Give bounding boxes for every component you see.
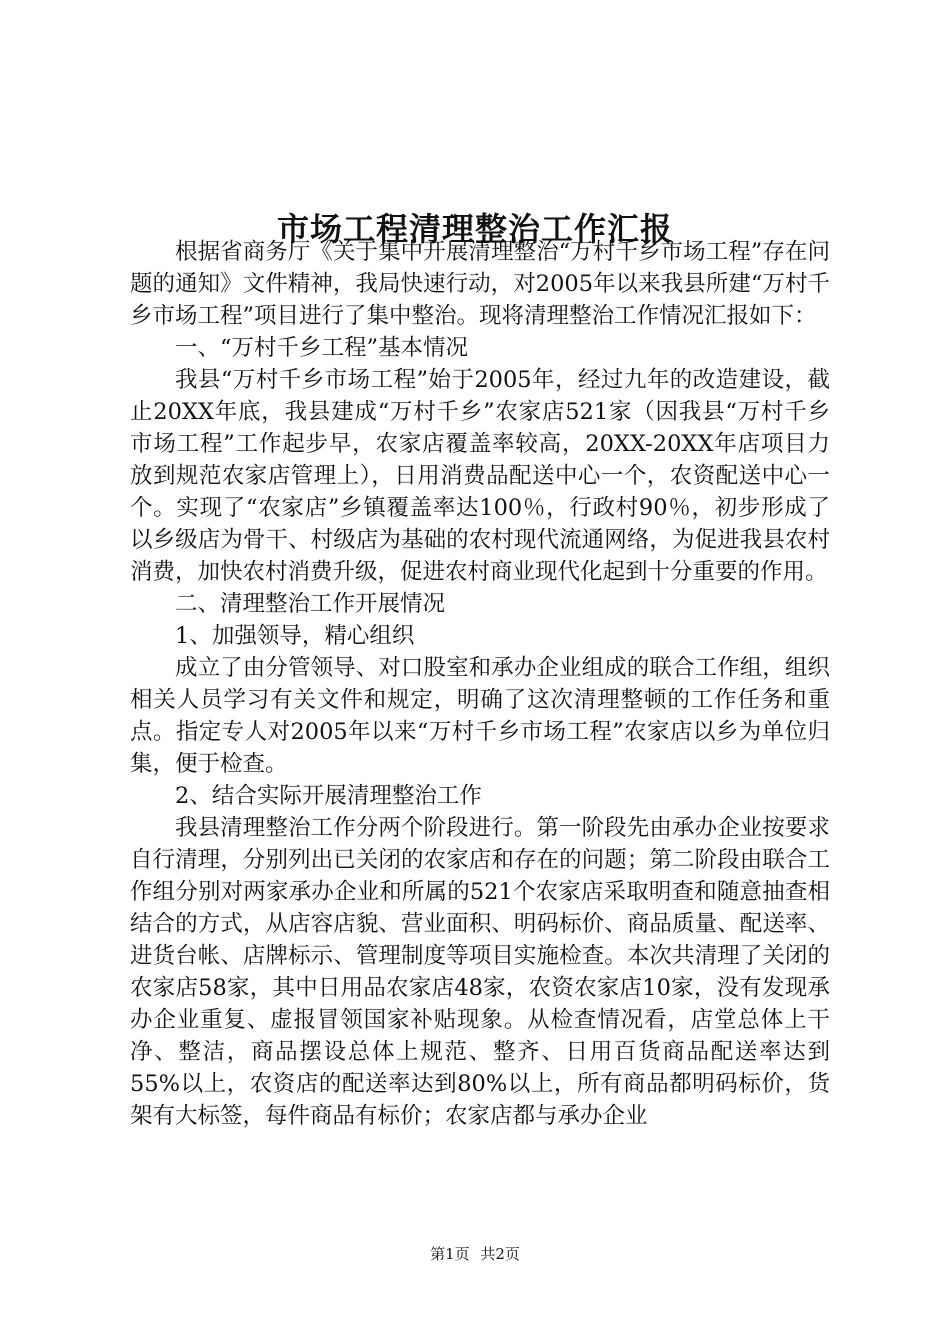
subsection-heading-2: 2、结合实际开展清理整治工作: [175, 783, 482, 809]
page-footer: [0, 1244, 950, 1264]
page-number-current: 第1页: [430, 1245, 470, 1263]
document-title: 市场工程清理整治工作汇报: [276, 210, 673, 249]
section-heading-1: 一、“万村千乡工程”基本情况: [175, 335, 469, 361]
document-body: [130, 236, 830, 1132]
cleanup-details-paragraph: 我县清理整治工作分两个阶段进行。第一阶段先由承办企业按要求自行清理，分别列出已关闭的农家店和存在的问题；第二阶段由联合工作组分别对两家承办企业和所属的521个农家店采取明查和随意抽查相结合的方式，从店容店貌、营业面积、明码标价、商品质量、配送率、进货台帐、店牌标示、管理制度等项目实施检查。本次共清理了关闭的农家店58家，其中日用品农家店48家，农资农家店10家，没有发现承办企业重复、虚报冒领国家补贴现象。从检查情况看，店堂总体上干净、整洁，商品摆设总体上规范、整齐、日用百货商品配送率达到55%以上，农资店的配送率达到80%以上，所有商品都明码标价，货架有大标签，每件商品有标价；农家店都与承办企业: [130, 815, 830, 1129]
basic-situation-paragraph: 我县“万村千乡市场工程”始于2005年，经过九年的改造建设，截止20XX年底，我县建成“万村千乡”农家店521家（因我县“万村千乡市场工程”工作起步早，农家店覆盖率较高，20XX-20XX年店项目力放到规范农家店管理上），日用消费品配送中心一个，农资配送中心一个。实现了“农家店”乡镇覆盖率达100％，行政村90％，初步形成了以乡级店为骨干、村级店为基础的农村现代流通网络，为促进我县农村消费，加快农村消费升级，促进农村商业现代化起到十分重要的作用。: [130, 367, 830, 585]
section-heading-2: 二、清理整治工作开展情况: [175, 591, 446, 617]
organization-paragraph: 成立了由分管领导、对口股室和承办企业组成的联合工作组，组织相关人员学习有关文件和规定，明确了这次清理整顿的工作任务和重点。指定专人对2005年以来“万村千乡市场工程”农家店以乡为单位归集，便于检查。: [130, 655, 830, 777]
page-number-total: 共2页: [480, 1245, 520, 1263]
subsection-heading-1: 1、加强领导，精心组织: [175, 623, 415, 649]
intro-paragraph: 根据省商务厅《关于集中开展清理整治“万村千乡市场工程”存在问题的通知》文件精神，我局快速行动，对2005年以来我县所建“万村千乡市场工程”项目进行了集中整治。现将清理整治工作情况汇报如下：: [130, 239, 830, 329]
